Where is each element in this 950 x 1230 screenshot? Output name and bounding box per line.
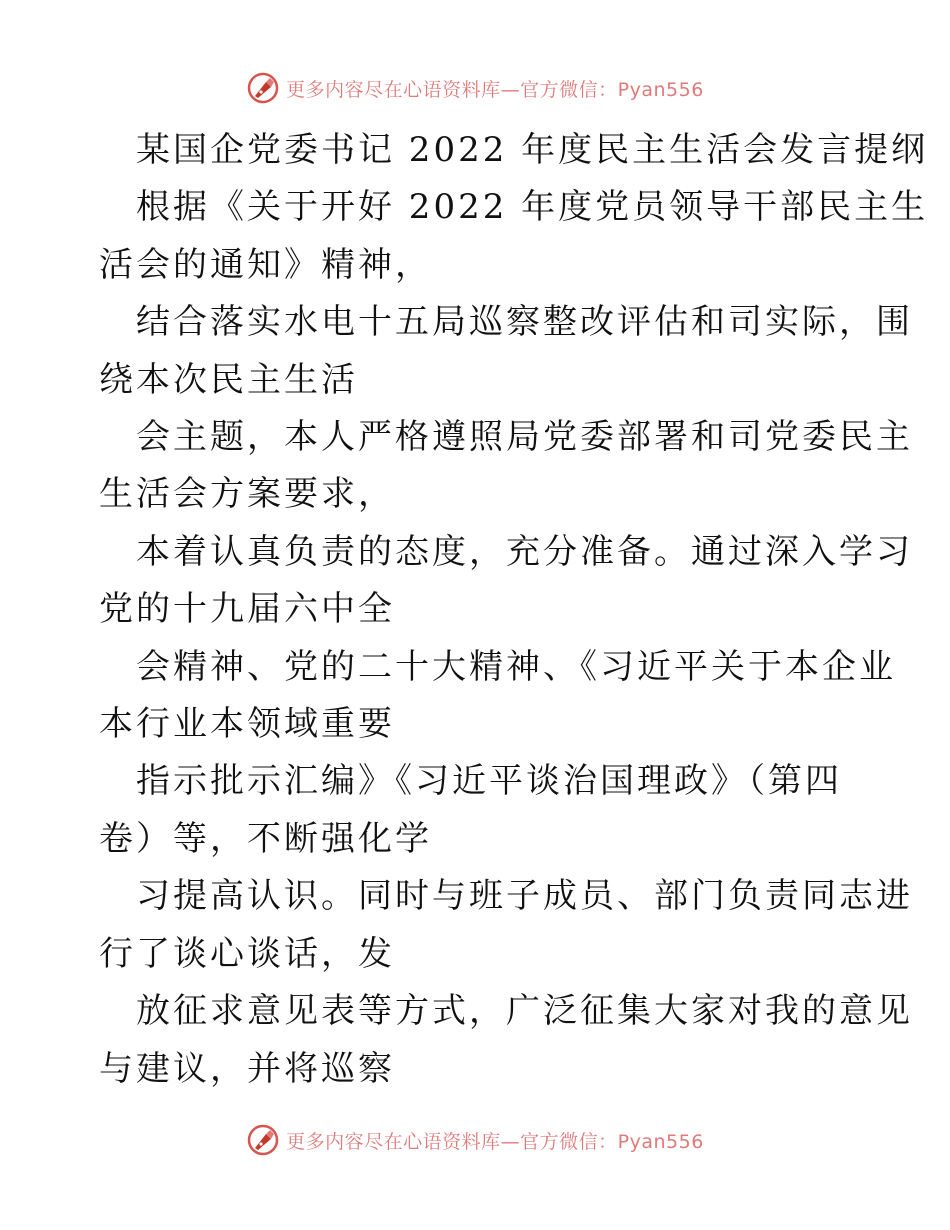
text-line: 某国企党委书记 2022 年度民主生活会发言提纲 bbox=[136, 130, 929, 170]
text-line: 会精神、党的二十大精神、《习近平关于本企业 bbox=[136, 646, 896, 687]
paragraph bbox=[99, 983, 913, 1098]
text-line: 指示批示汇编》《习近平谈治国理政》（第四 bbox=[136, 761, 842, 802]
text-line: 生活会方案要求， bbox=[99, 474, 395, 515]
text-line: 本行业本领域重要 bbox=[99, 704, 395, 745]
paragraph bbox=[99, 753, 859, 868]
text-line: 放征求意见表等方式，广泛征集大家对我的意见 bbox=[136, 991, 913, 1032]
text-line: 习提高认识。同时与班子成员、部门负责同志进 bbox=[136, 876, 913, 917]
text-line: 本着认真负责的态度，充分准备。通过深入学习 bbox=[136, 531, 913, 572]
text-line: 根据《关于开好 2022 年度党员领导干部民主生 bbox=[136, 187, 929, 228]
paragraph bbox=[99, 639, 896, 754]
text-line: 会主题，本人严格遵照局党委部署和司党委民主 bbox=[136, 417, 913, 458]
text-line: 行了谈心谈话，发 bbox=[99, 933, 395, 974]
text-line: 与建议，并将巡察 bbox=[99, 1048, 395, 1089]
document-title bbox=[99, 122, 929, 179]
pen-nib-logo-icon bbox=[246, 1123, 280, 1157]
text-line: 结合落实水电十五局巡察整改评估和司实际，围 bbox=[136, 302, 913, 343]
text-line: 党的十九届六中全 bbox=[99, 589, 395, 630]
header-watermark-banner bbox=[0, 68, 950, 108]
document-body bbox=[99, 122, 929, 1098]
footer-watermark-banner bbox=[0, 1120, 950, 1160]
paragraph bbox=[99, 524, 913, 639]
footer-watermark-text: 更多内容尽在心语资料库—官方微信：Pyan556 bbox=[286, 1130, 704, 1153]
pen-nib-logo-icon bbox=[246, 71, 280, 105]
paragraph bbox=[99, 294, 913, 409]
text-line: 活会的通知》精神， bbox=[99, 244, 432, 285]
paragraph bbox=[99, 409, 913, 524]
header-watermark-text: 更多内容尽在心语资料库—官方微信：Pyan556 bbox=[286, 78, 704, 101]
paragraph bbox=[99, 868, 913, 983]
text-line: 绕本次民主生活 bbox=[99, 359, 358, 400]
text-line: 卷）等，不断强化学 bbox=[99, 818, 432, 859]
paragraph bbox=[99, 179, 929, 294]
